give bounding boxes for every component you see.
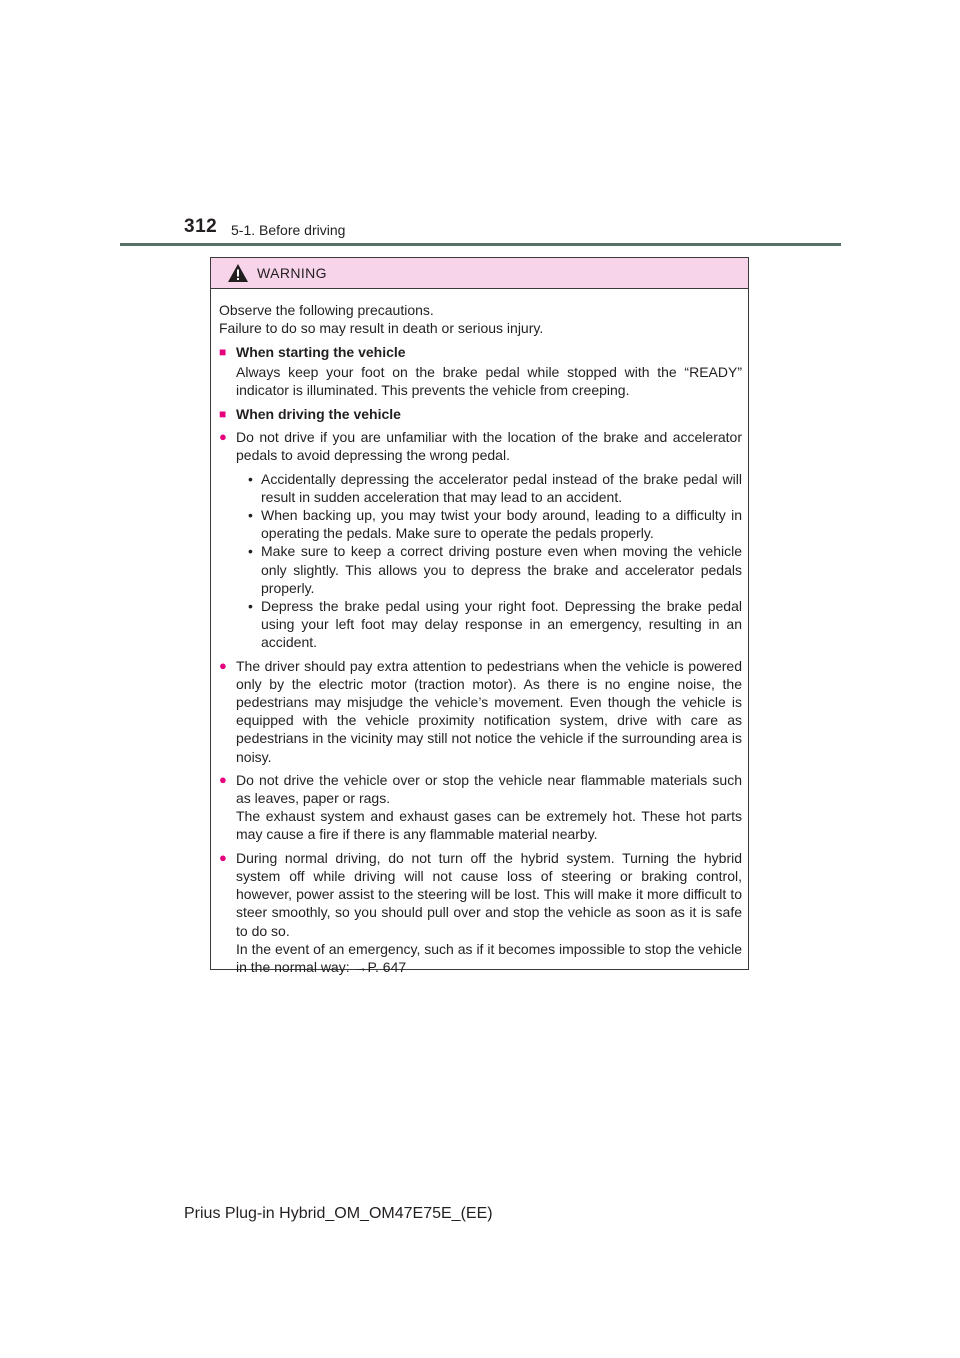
sub-list-item: • When backing up, you may twist your body around, leading to a difficulty in operating the pedals. Make sure to operate the pedals properly. (248, 507, 742, 542)
warning-box (210, 257, 749, 975)
header-divider (120, 243, 841, 246)
circle-bullet-icon: ● (219, 657, 227, 673)
intro-line: Failure to do so may result in death or serious injury. (219, 320, 544, 337)
document-id: Prius Plug-in Hybrid_OM_OM47E75E_(EE) (184, 1205, 493, 1222)
sub-list-item: • Make sure to keep a correct driving posture even when moving the vehicle only slightly. This allows you to depress the brake and accelerator pedals properly. (248, 543, 742, 596)
circle-bullet-icon: ● (219, 771, 227, 787)
section-heading: When starting the vehicle (236, 344, 406, 361)
square-bullet-icon: ■ (219, 345, 227, 360)
list-item (219, 771, 742, 844)
item-text: The exhaust system and exhaust gases can be extremely hot. These hot parts may cause a fire if there is any flammable material nearby. (236, 808, 742, 843)
sub-list (236, 470, 742, 652)
section-text: Always keep your foot on the brake pedal while stopped with the “READY” indicator is illuminated. This prevents the vehicle from creeping. (236, 363, 742, 398)
warning-intro (219, 301, 742, 337)
section-heading: When driving the vehicle (236, 406, 401, 423)
warning-title: WARNING (257, 265, 327, 281)
sub-list-item: • Depress the brake pedal using your right foot. Depressing the brake pedal using your left foot may delay response in an emergency, resulting in an accident. (248, 598, 742, 651)
intro-line: Observe the following precautions. (219, 302, 434, 318)
list-item (219, 657, 742, 766)
item-text: Do not drive if you are unfamiliar with the location of the brake and accelerator pedals to avoid depressing the wrong pedal. (236, 429, 742, 464)
section-title: 5-1. Before driving (231, 222, 346, 238)
section-driving (219, 405, 742, 976)
sub-list-item: • Accidentally depressing the accelerator pedal instead of the brake pedal will result in sudden acceleration that may lead to an accident. (248, 470, 742, 505)
warning-header (211, 258, 748, 289)
circle-bullet-icon: ● (219, 429, 227, 445)
square-bullet-icon: ■ (219, 407, 227, 422)
warning-body (211, 289, 748, 976)
item-text: In the event of an emergency, such as if it becomes impossible to stop the vehicle in the normal way: →P. 647 (236, 940, 742, 975)
item-text: Do not drive the vehicle over or stop the vehicle near flammable materials such as leaves, paper or rags. (236, 771, 742, 807)
item-text: The driver should pay extra attention to pedestrians when the vehicle is powered only by the electric motor (traction motor). As there is no engine noise, the pedestrians may misjudge the vehicle’s movement. Even though the vehicle is equipped with the vehicle proximity notification system, drive with care as pedestrians in the vicinity may still not notice the vehicle if the surrounding area is noisy. (236, 657, 742, 765)
list-item (219, 849, 742, 976)
warning-triangle-icon (227, 263, 249, 283)
circle-bullet-icon: ● (219, 849, 227, 865)
list-item (219, 428, 742, 651)
item-text: During normal driving, do not turn off the hybrid system. Turning the hybrid system off while driving will not cause loss of steering or braking control, however, power assist to the steering will be lost. This will make it more difficult to steer smoothly, so you should pull over and stop the vehicle as soon as it is safe to do so. (236, 849, 742, 939)
page-number: 312 (184, 216, 218, 237)
section-starting (219, 343, 742, 399)
